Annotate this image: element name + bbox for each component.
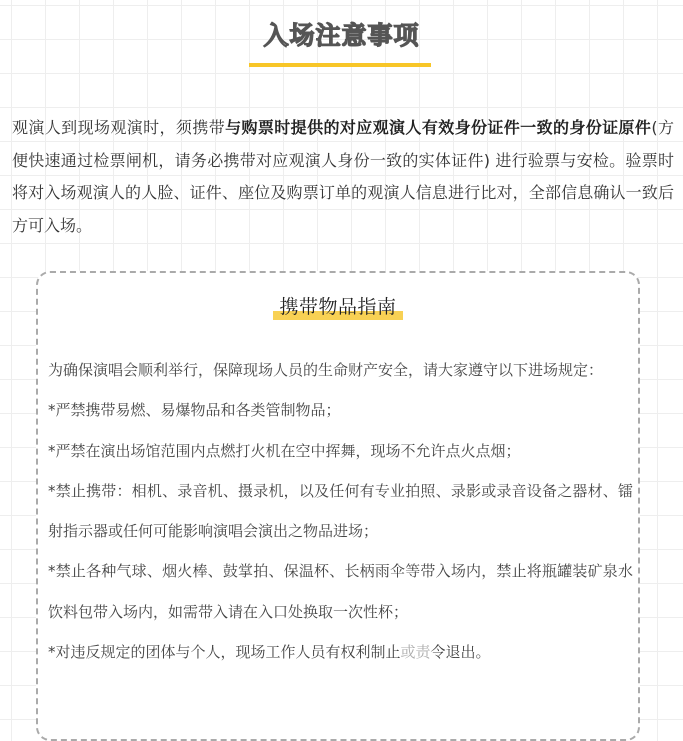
rule-item: *禁止携带：相机、录音机、摄录机，以及任何有专业拍照、录影或录音设备之器材、镭射指示器或任何可能影响演唱会演出之物品进场； — [48, 481, 633, 541]
intro-text-start: 观演人到现场观演时，须携带 — [12, 118, 226, 137]
card-title-wrap — [38, 293, 638, 321]
card-title-text: 携带物品指南 — [279, 296, 397, 318]
rules-intro: 为确保演唱会顺利举行，保障现场人员的生命财产安全，请大家遵守以下进场规定： — [48, 361, 604, 379]
rule-text: *对违反规定的团体与个人，现场工作人员有权利制止 — [48, 643, 401, 662]
rule-text-faded: 或责 — [400, 643, 431, 662]
rule-item: *禁止各种气球、烟火棒、鼓掌拍、保温杯、长柄雨伞等带入场内，禁止将瓶罐装矿泉水饮料包带入场内，如需带入请在入口处换取一次性杯； — [48, 562, 633, 621]
intro-text-end: (方便快速通过检票闸机，请务必携带对应观演人身份一致的实体证件) 进行验票与安检。验票时将对入场观演人的人脸、证件、座位及购票订单的观演人信息进行比对，全部信息确认一致后方可入场。 — [12, 118, 674, 235]
rule-item: *严禁携带易燃、易爆物品和各类管制物品； — [48, 401, 341, 420]
card-body — [48, 350, 633, 672]
carry-items-card — [36, 271, 640, 741]
rule-text-end: 令退出。 — [430, 643, 491, 662]
intro-id-requirement: 与购票时提供的对应观演人有效身份证件一致的身份证原件 — [225, 118, 652, 137]
admission-intro — [12, 112, 674, 242]
card-title — [273, 293, 402, 321]
page-title: 入场注意事项 — [263, 21, 420, 50]
rule-item: *严禁在演出场馆范围内点燃打火机在空中挥舞，现场不允许点火点烟； — [48, 441, 521, 460]
rule-item — [48, 632, 633, 672]
title-underline — [249, 63, 431, 67]
